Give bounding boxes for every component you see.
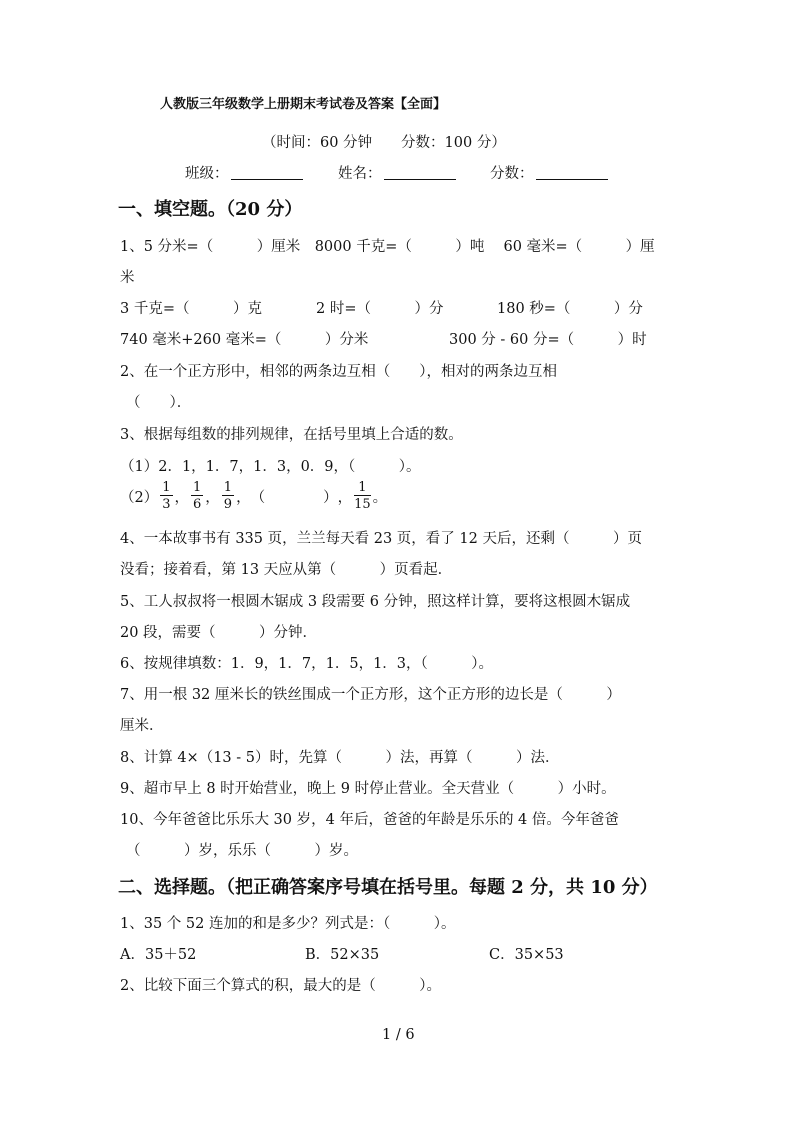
question-1-line-4a: 740 毫米+260 毫米=（ ）分米 [120, 332, 369, 348]
name-label: 姓名： [338, 166, 382, 182]
fraction-separator: ， [174, 489, 190, 506]
fraction-prefix: （2） [120, 489, 159, 506]
section1-heading: 一、填空题。（20 分） [118, 199, 303, 220]
choice-option-b[interactable]: B．52×35 [305, 947, 380, 963]
question-4-line-1: 4、一本故事书有 335 页，兰兰每天看 23 页，看了 12 天后，还剩（ ）页 [120, 531, 642, 547]
score-blank[interactable] [536, 164, 608, 180]
fraction-4: $\frac{1}{15}$ [354, 480, 371, 512]
fraction-1: $\frac{1}{3}$ [162, 480, 171, 512]
question-1-line-2: 米 [120, 270, 135, 286]
section2-heading: 二、选择题。（把正确答案序号填在括号里。每题 2 分，共 10 分） [118, 877, 658, 898]
question-8: 8、计算 4×（13 - 5）时，先算（ ）法，再算（ ）法． [120, 750, 560, 766]
name-field[interactable] [338, 162, 456, 183]
choice-question-2: 2、比较下面三个算式的积，最大的是（ ）。 [120, 978, 441, 994]
question-1-line-3c: 180 秒=（ ）分 [497, 301, 643, 317]
class-field[interactable] [185, 162, 303, 183]
class-label: 班级： [185, 166, 229, 182]
fraction-2: $\frac{1}{6}$ [193, 480, 202, 512]
score-field[interactable] [490, 162, 608, 183]
document-title: 人教版三年级数学上册期末考试卷及答案【全面】 [160, 97, 447, 112]
fraction-end: 。 [372, 489, 388, 506]
question-2-line-2: （ ）． [126, 395, 192, 411]
question-3-line-1: 3、根据每组数的排列规律，在括号里填上合适的数。 [120, 427, 463, 443]
question-7-line-2: 厘米． [120, 718, 164, 734]
question-10-line-1: 10、今年爸爸比乐乐大 30 岁，4 年后，爸爸的年龄是乐乐的 4 倍。今年爸爸 [120, 812, 619, 828]
question-1-line-3a: 3 千克=（ ）克 [120, 301, 262, 317]
choice-option-c[interactable]: C．35×53 [489, 947, 564, 963]
question-9: 9、超市早上 8 时开始营业，晚上 9 时停止营业。全天营业（ ）小时。 [120, 781, 616, 797]
question-5-line-2: 20 段，需要（ ）分钟． [120, 625, 318, 641]
class-blank[interactable] [231, 164, 303, 180]
question-2-line-1: 2、在一个正方形中，相邻的两条边互相（ ），相对的两条边互相 [120, 364, 557, 380]
name-blank[interactable] [384, 164, 456, 180]
fraction-blank[interactable]: （ ） [250, 489, 338, 506]
fraction-3: $\frac{1}{9}$ [223, 480, 233, 512]
question-4-line-2: 没看；接着看，第 13 天应从第（ ）页看起． [120, 562, 453, 578]
exam-info: （时间：60 分钟 分数：100 分） [262, 135, 506, 151]
fraction-separator: ， [337, 489, 353, 506]
fraction-separator: ， [236, 489, 251, 506]
question-1-line-4b: 300 分 - 60 分=（ ）时 [449, 332, 647, 348]
question-3-fraction-sequence [120, 481, 387, 511]
question-10-line-2: （ ）岁，乐乐（ ）岁。 [126, 843, 358, 859]
page-number: 1 / 6 [382, 1027, 415, 1043]
fraction-separator: ， [205, 489, 220, 506]
question-5-line-1: 5、工人叔叔将一根圆木锯成 3 段需要 6 分钟，照这样计算，要将这根圆木锯成 [120, 594, 631, 610]
score-label: 分数： [490, 166, 534, 182]
choice-question-1: 1、35 个 52 连加的和是多少？列式是：（ ）。 [120, 916, 456, 932]
choice-option-a[interactable]: A．35＋52 [120, 947, 197, 963]
question-3-line-2: （1）2．1，1．7，1．3，0．9，（ ）。 [120, 459, 421, 475]
question-1-line-3b: 2 时=（ ）分 [316, 301, 444, 317]
question-1-line-1: 1、5 分米=（ ）厘米 8000 千克=（ ）吨 60 毫米=（ ）厘 [120, 239, 655, 255]
question-7-line-1: 7、用一根 32 厘米长的铁丝围成一个正方形，这个正方形的边长是（ ） [120, 687, 621, 703]
question-6: 6、按规律填数：1．9，1．7，1．5，1．3，（ ）。 [120, 656, 494, 672]
